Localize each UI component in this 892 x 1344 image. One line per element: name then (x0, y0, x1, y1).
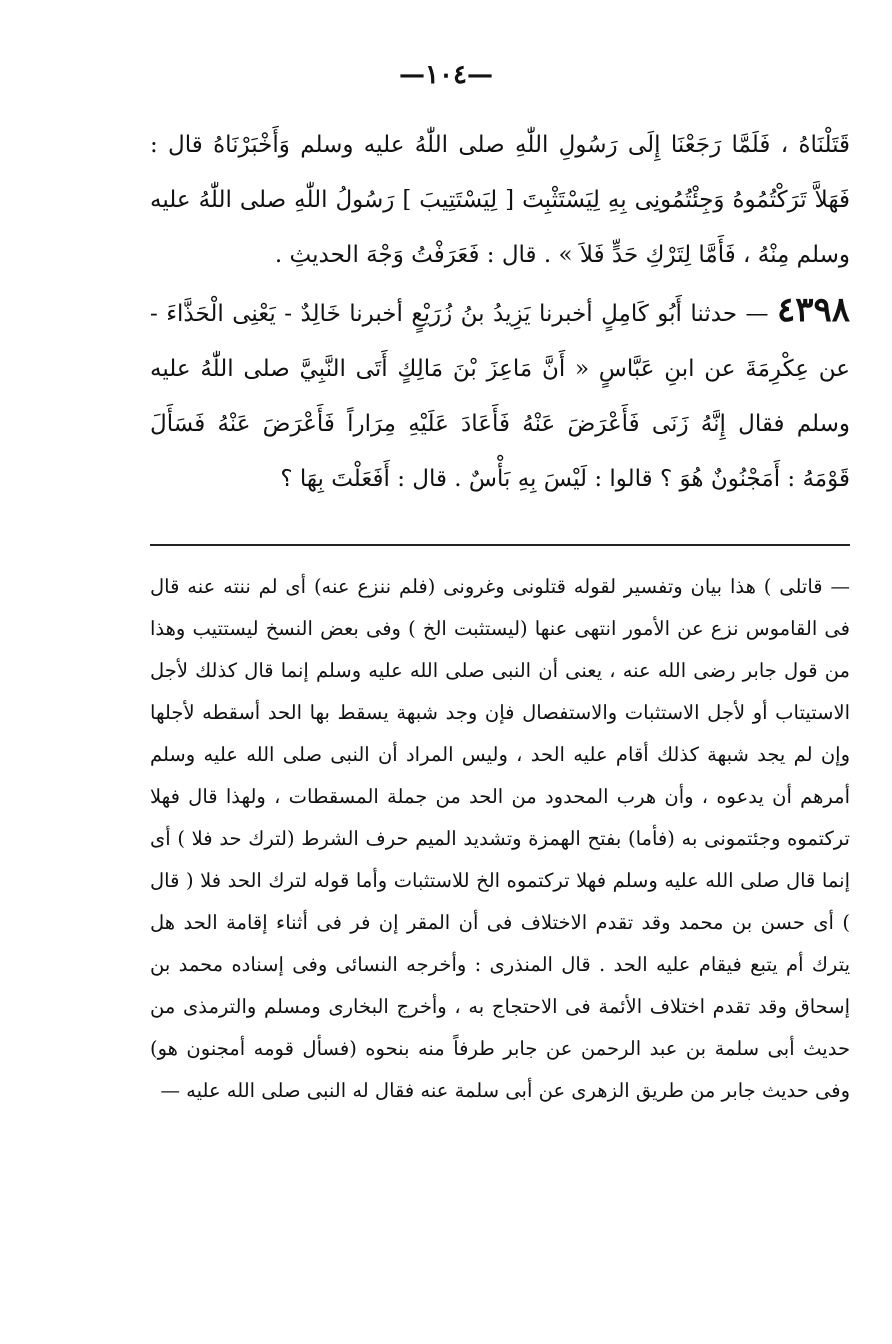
hadith-paragraph-1: قَتَلْنَاهُ ، فَلَمَّا رَجَعْنَا إِلَى رَسُولِ اللّٰهِ صلى اللّٰهُ عليه وسلم وَأَخْبَرْنَاهُ قال : فَهَلاَّ تَرَكْتُمُوهُ وَجِئْتُمُونِى بِهِ لِيَسْتَثْبِتَ [ لِيَسْتَتِيبَ ] رَسُولُ اللّٰهِ صلى اللّٰهُ عليه وسلم مِنْهُ ، فَأَمَّا لِتَرْكِ حَدٍّ فَلاَ » . قال : فَعَرَفْتُ وَجْهَ الحديثِ . (150, 132, 850, 268)
footnote-divider (150, 544, 850, 546)
commentary-paragraph: — قاتلى ) هذا بيان وتفسير لقوله قتلونى وغرونى (فلم ننزع عنه) أى لم ننته عنه قال فى القاموس نزع عن الأمور انتهى عنها (ليستثبت الخ ) وفى بعض النسخ ليستتيب وهذا من قول جابر رضى الله عنه ، يعنى أن النبى صلى الله عليه وسلم إنما قال كذلك لأجل الاستيتاب أو لأجل الاستثبات والاستفصال فإن وجد شبهة يسقط بها الحد أسقطه لأجلها وإن لم يجد شبهة كذلك أقام عليه الحد ، وليس المراد أن النبى صلى الله عليه وسلم أمرهم أن يدعوه ، وأن هرب المحدود من الحد من جملة المسقطات ، ولهذا قال فهلا تركتموه وجئتمونى به (فأما) بفتح الهمزة وتشديد الميم حرف الشرط (لترك حد فلا ) أى إنما قال صلى الله عليه وسلم فهلا تركتموه الخ للاستثبات وأما قوله لترك الحد فلا ( قال ) أى حسن بن محمد وقد تقدم الاختلاف فى أن المقر إن فر فى أثناء إقامة الحد هل يترك أم يتبع فيقام عليه الحد . قال المنذرى : وأخرجه النسائى وفى إسناده محمد بن إسحاق وقد تقدم اختلاف الأئمة فى الاحتجاج به ، وأخرج البخارى ومسلم والترمذى من حديث أبى سلمة بن عبد الرحمن عن جابر طرفاً منه بنحوه (فسأل قومه أمجنون هو) وفى حديث جابر من طريق الزهرى عن أبى سلمة عنه فقال له النبى صلى الله عليه — (150, 575, 850, 1102)
hadith-text (150, 118, 850, 507)
hadith-number: ٤٣٩٨ (776, 290, 850, 330)
hadith-paragraph-2-text: — حدثنا أَبُو كَامِلٍ أخبرنا يَزِيدُ بنُ زُرَيْعٍ أخبرنا خَالِدٌ - يَعْنِى الْحَذَّاءَ - عن عِكْرِمَةَ عن ابنِ عَبَّاسٍ « أَنَّ مَاعِزَ بْنَ مَالِكٍ أَتَى النَّبِيَّ صلى اللّٰهُ عليه وسلم فقال إِنَّهُ زَنَى فَأَعْرَضَ عَنْهُ فَأَعَادَ عَلَيْهِ مِرَاراً فَأَعْرَضَ عَنْهُ فَسَأَلَ قَوْمَهُ : أَمَجْنُونٌ هُوَ ؟ قالوا : لَيْسَ بِهِ بَأْسٌ . قال : أَفَعَلْتَ بِهَا ؟ (150, 301, 850, 492)
hadith-paragraph-2 (150, 283, 850, 507)
commentary-text (150, 566, 850, 1112)
page-number: —١٠٤— (399, 60, 493, 90)
